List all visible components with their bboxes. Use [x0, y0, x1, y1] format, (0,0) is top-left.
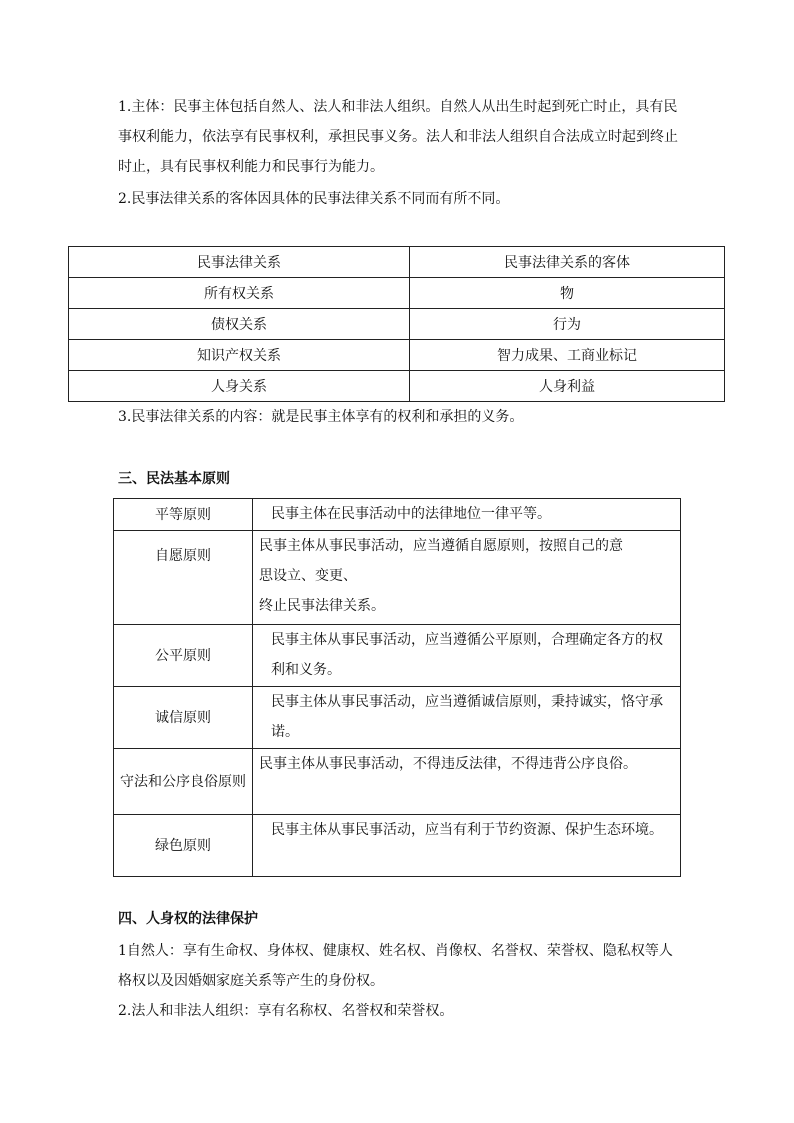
table-row	[69, 340, 725, 371]
principle-name: 绿色原则	[114, 815, 253, 877]
principle-name: 守法和公序良俗原则	[114, 749, 253, 815]
content-paragraph: 3.民事法律关系的内容：就是民事主体享有的权利和承担的义务。	[118, 409, 524, 425]
table-header-cell: 民事法律关系	[69, 247, 410, 278]
legal-person-paragraph: 2.法人和非法人组织：享有名称权、名誉权和荣誉权。	[118, 1003, 454, 1019]
principle-desc-line: 民事主体从事民事活动，应当遵循自愿原则，按照自己的意	[259, 538, 623, 554]
table-cell: 所有权关系	[69, 278, 410, 309]
principles-table	[113, 498, 681, 877]
table-row	[114, 815, 681, 877]
subject-paragraph: 1.主体：民事主体包括自然人、法人和非法人组织。自然人从出生时起到死亡时止，具有民事权利能力，依法享有民事权利，承担民事义务。法人和非法人组织自合法成立时起到终止时止，具有民事权利能力和民事行为能力。	[118, 99, 678, 175]
principle-desc: 民事主体从事民事活动，应当遵循诚信原则，秉持诚实，恪守承诺。	[253, 687, 681, 749]
table-row	[114, 625, 681, 687]
table-cell: 智力成果、工商业标记	[410, 340, 725, 371]
table-row	[114, 531, 681, 625]
table-header-cell: 民事法律关系的客体	[410, 247, 725, 278]
principle-desc-line: 思设立、变更、	[259, 568, 357, 584]
table-row	[114, 499, 681, 531]
principle-desc-line: 终止民事法律关系。	[259, 598, 385, 614]
principle-name: 平等原则	[114, 499, 253, 531]
table-row	[69, 278, 725, 309]
relation-object-table	[68, 246, 725, 402]
section-heading-principles: 三、民法基本原则	[118, 471, 230, 487]
table-row	[114, 749, 681, 815]
table-row	[69, 309, 725, 340]
principle-desc: 民事主体从事民事活动，不得违反法律，不得违背公序良俗。	[253, 749, 681, 815]
table-cell: 人身利益	[410, 371, 725, 402]
table-cell: 物	[410, 278, 725, 309]
section-heading-personal-rights: 四、人身权的法律保护	[118, 911, 258, 927]
table-row	[69, 371, 725, 402]
principle-name: 诚信原则	[114, 687, 253, 749]
principle-desc: 民事主体从事民事活动，应当有利于节约资源、保护生态环境。	[253, 815, 681, 877]
object-paragraph: 2.民事法律关系的客体因具体的民事法律关系不同而有所不同。	[118, 191, 510, 207]
table-cell: 知识产权关系	[69, 340, 410, 371]
natural-person-paragraph: 1自然人：享有生命权、身体权、健康权、姓名权、肖像权、名誉权、荣誉权、隐私权等人格权以及因婚姻家庭关系等产生的身份权。	[118, 943, 673, 989]
table-row	[114, 687, 681, 749]
table-header-row	[69, 247, 725, 278]
principle-desc	[253, 531, 681, 625]
table-cell: 人身关系	[69, 371, 410, 402]
principle-name: 公平原则	[114, 625, 253, 687]
principle-desc: 民事主体从事民事活动，应当遵循公平原则，合理确定各方的权利和义务。	[253, 625, 681, 687]
principle-desc: 民事主体在民事活动中的法律地位一律平等。	[253, 499, 681, 531]
table-cell: 债权关系	[69, 309, 410, 340]
principle-name: 自愿原则	[114, 531, 253, 625]
table-cell: 行为	[410, 309, 725, 340]
